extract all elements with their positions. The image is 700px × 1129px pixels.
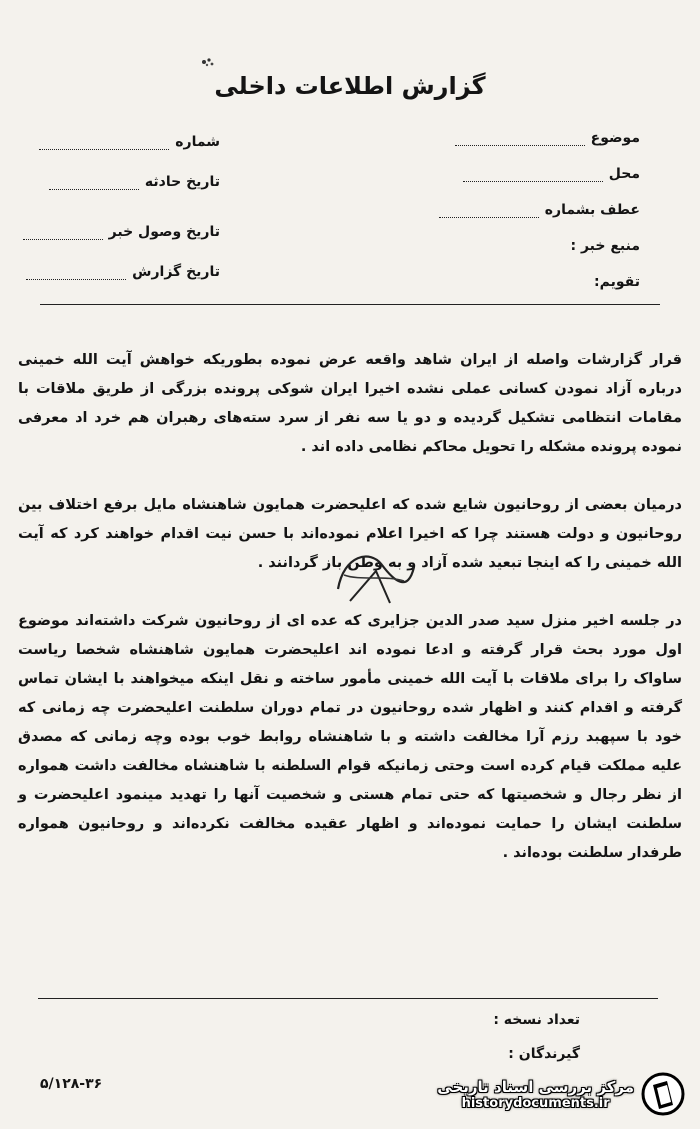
subject-blank bbox=[455, 133, 585, 146]
appendix-label: تقویم: bbox=[594, 274, 640, 290]
watermark-url: historydocuments.ir bbox=[461, 1095, 610, 1111]
source-field bbox=[570, 238, 640, 254]
copies-label: تعداد نسخه : bbox=[493, 1012, 580, 1028]
number-blank bbox=[39, 137, 169, 150]
ink-smudge bbox=[198, 54, 218, 70]
received-date-blank bbox=[23, 227, 103, 240]
report-title: گزارش اطلاعات داخلی bbox=[214, 72, 486, 100]
body-paragraph-2: درمیان بعضی از روحانیون شایع شده که اعلیحضرت همایون شاهنشاه مایل برفع اختلاف بین روحانیون و دولت هستند چرا که اخیرا اعلام نموده‌اند با حسن نیت اقدام خواهند کرد که آیت الله خمینی را که اینجا تبعید شده آزاد و به وطن باز گردانند . bbox=[18, 497, 682, 571]
appendix-field bbox=[594, 274, 640, 290]
location-blank bbox=[463, 169, 603, 182]
incident-date-label: تاریخ حادثه bbox=[144, 174, 220, 190]
watermark-text bbox=[437, 1078, 634, 1111]
logo-icon bbox=[640, 1071, 686, 1117]
body-paragraph-3: در جلسه اخیر منزل سید صدر الدین جزایری که عده ای از روحانیون شرکت داشته‌اند موضوع اول مورد بحث قرار گرفته و ادعا نموده اند اعلیحضرت همایون شاهنشاه شخصا ریاست ساواک را برای ملاقات با آیت الله خمینی مأمور ساخته و نقل اینکه میخواهند با ایشان تماس گرفته و اقدام کنند و اظهار شده روحانیون در تمام دوران سلطنت اعلیحضرت چه زمانی که خود با سپهبد رزم آرا مخالفت داشته و با شاهنشاه روابط خوب بوده وچه زمانی که مصدق علیه مملکت قیام کرده است وحتی زمانیکه قوام السلطنه با شاهنشاه مخالفت داشت همواره از نظر رجال و شخصیتها که حتی تمام هستی و شخصیت آنها را تهدید مینمود اعلیحضرت و سلطنت ایشان را حمایت نموده‌اند و اظهار عقیده مخالفت نکرده‌اند و روحانیون همواره طرفدار سلطنت بوده‌اند . bbox=[18, 613, 682, 861]
header-divider bbox=[40, 304, 660, 305]
document-number: ۵/۱۲۸-۳۶ bbox=[40, 1076, 103, 1092]
incident-date-blank bbox=[49, 177, 139, 190]
location-field bbox=[463, 166, 640, 182]
reference-label: عطف بشماره bbox=[544, 202, 640, 218]
signature-mark bbox=[330, 545, 420, 615]
footer-divider bbox=[38, 998, 658, 999]
subject-label: موضوع bbox=[590, 130, 640, 146]
subject-field bbox=[455, 130, 640, 146]
received-date-label: تاریخ وصول خبر bbox=[108, 224, 220, 240]
reference-field bbox=[439, 202, 640, 218]
reference-blank bbox=[439, 205, 539, 218]
number-field bbox=[39, 134, 220, 150]
report-date-label: تاریخ گزارش bbox=[132, 264, 220, 280]
source-label: منبع خبر : bbox=[570, 238, 640, 254]
number-label: شماره bbox=[175, 134, 220, 150]
location-label: محل bbox=[608, 166, 640, 182]
incident-date-field bbox=[49, 174, 220, 190]
watermark bbox=[437, 1068, 686, 1120]
received-date-field bbox=[23, 224, 220, 240]
watermark-name: مرکز بررسی اسناد تاریخی bbox=[437, 1077, 634, 1096]
body-paragraph-1: قرار گزارشات واصله از ایران شاهد واقعه عرض نموده بطوریکه خواهش آیت الله خمینی درباره آزاد نمودن کسانی عملی نشده اخیرا ایران شوکی پرونده بزرگی از طریق ملاقات با مقامات انتظامی تشکیل گردیده و دو یا سه نفر از سرد سته‌های رهبران هم خرد اد معرفی نموده پرونده مشکله را تحویل محاکم نظامی داده اند . bbox=[18, 352, 682, 455]
report-date-blank bbox=[26, 267, 126, 280]
recipients-label: گیرندگان : bbox=[508, 1046, 580, 1062]
report-date-field bbox=[26, 264, 220, 280]
